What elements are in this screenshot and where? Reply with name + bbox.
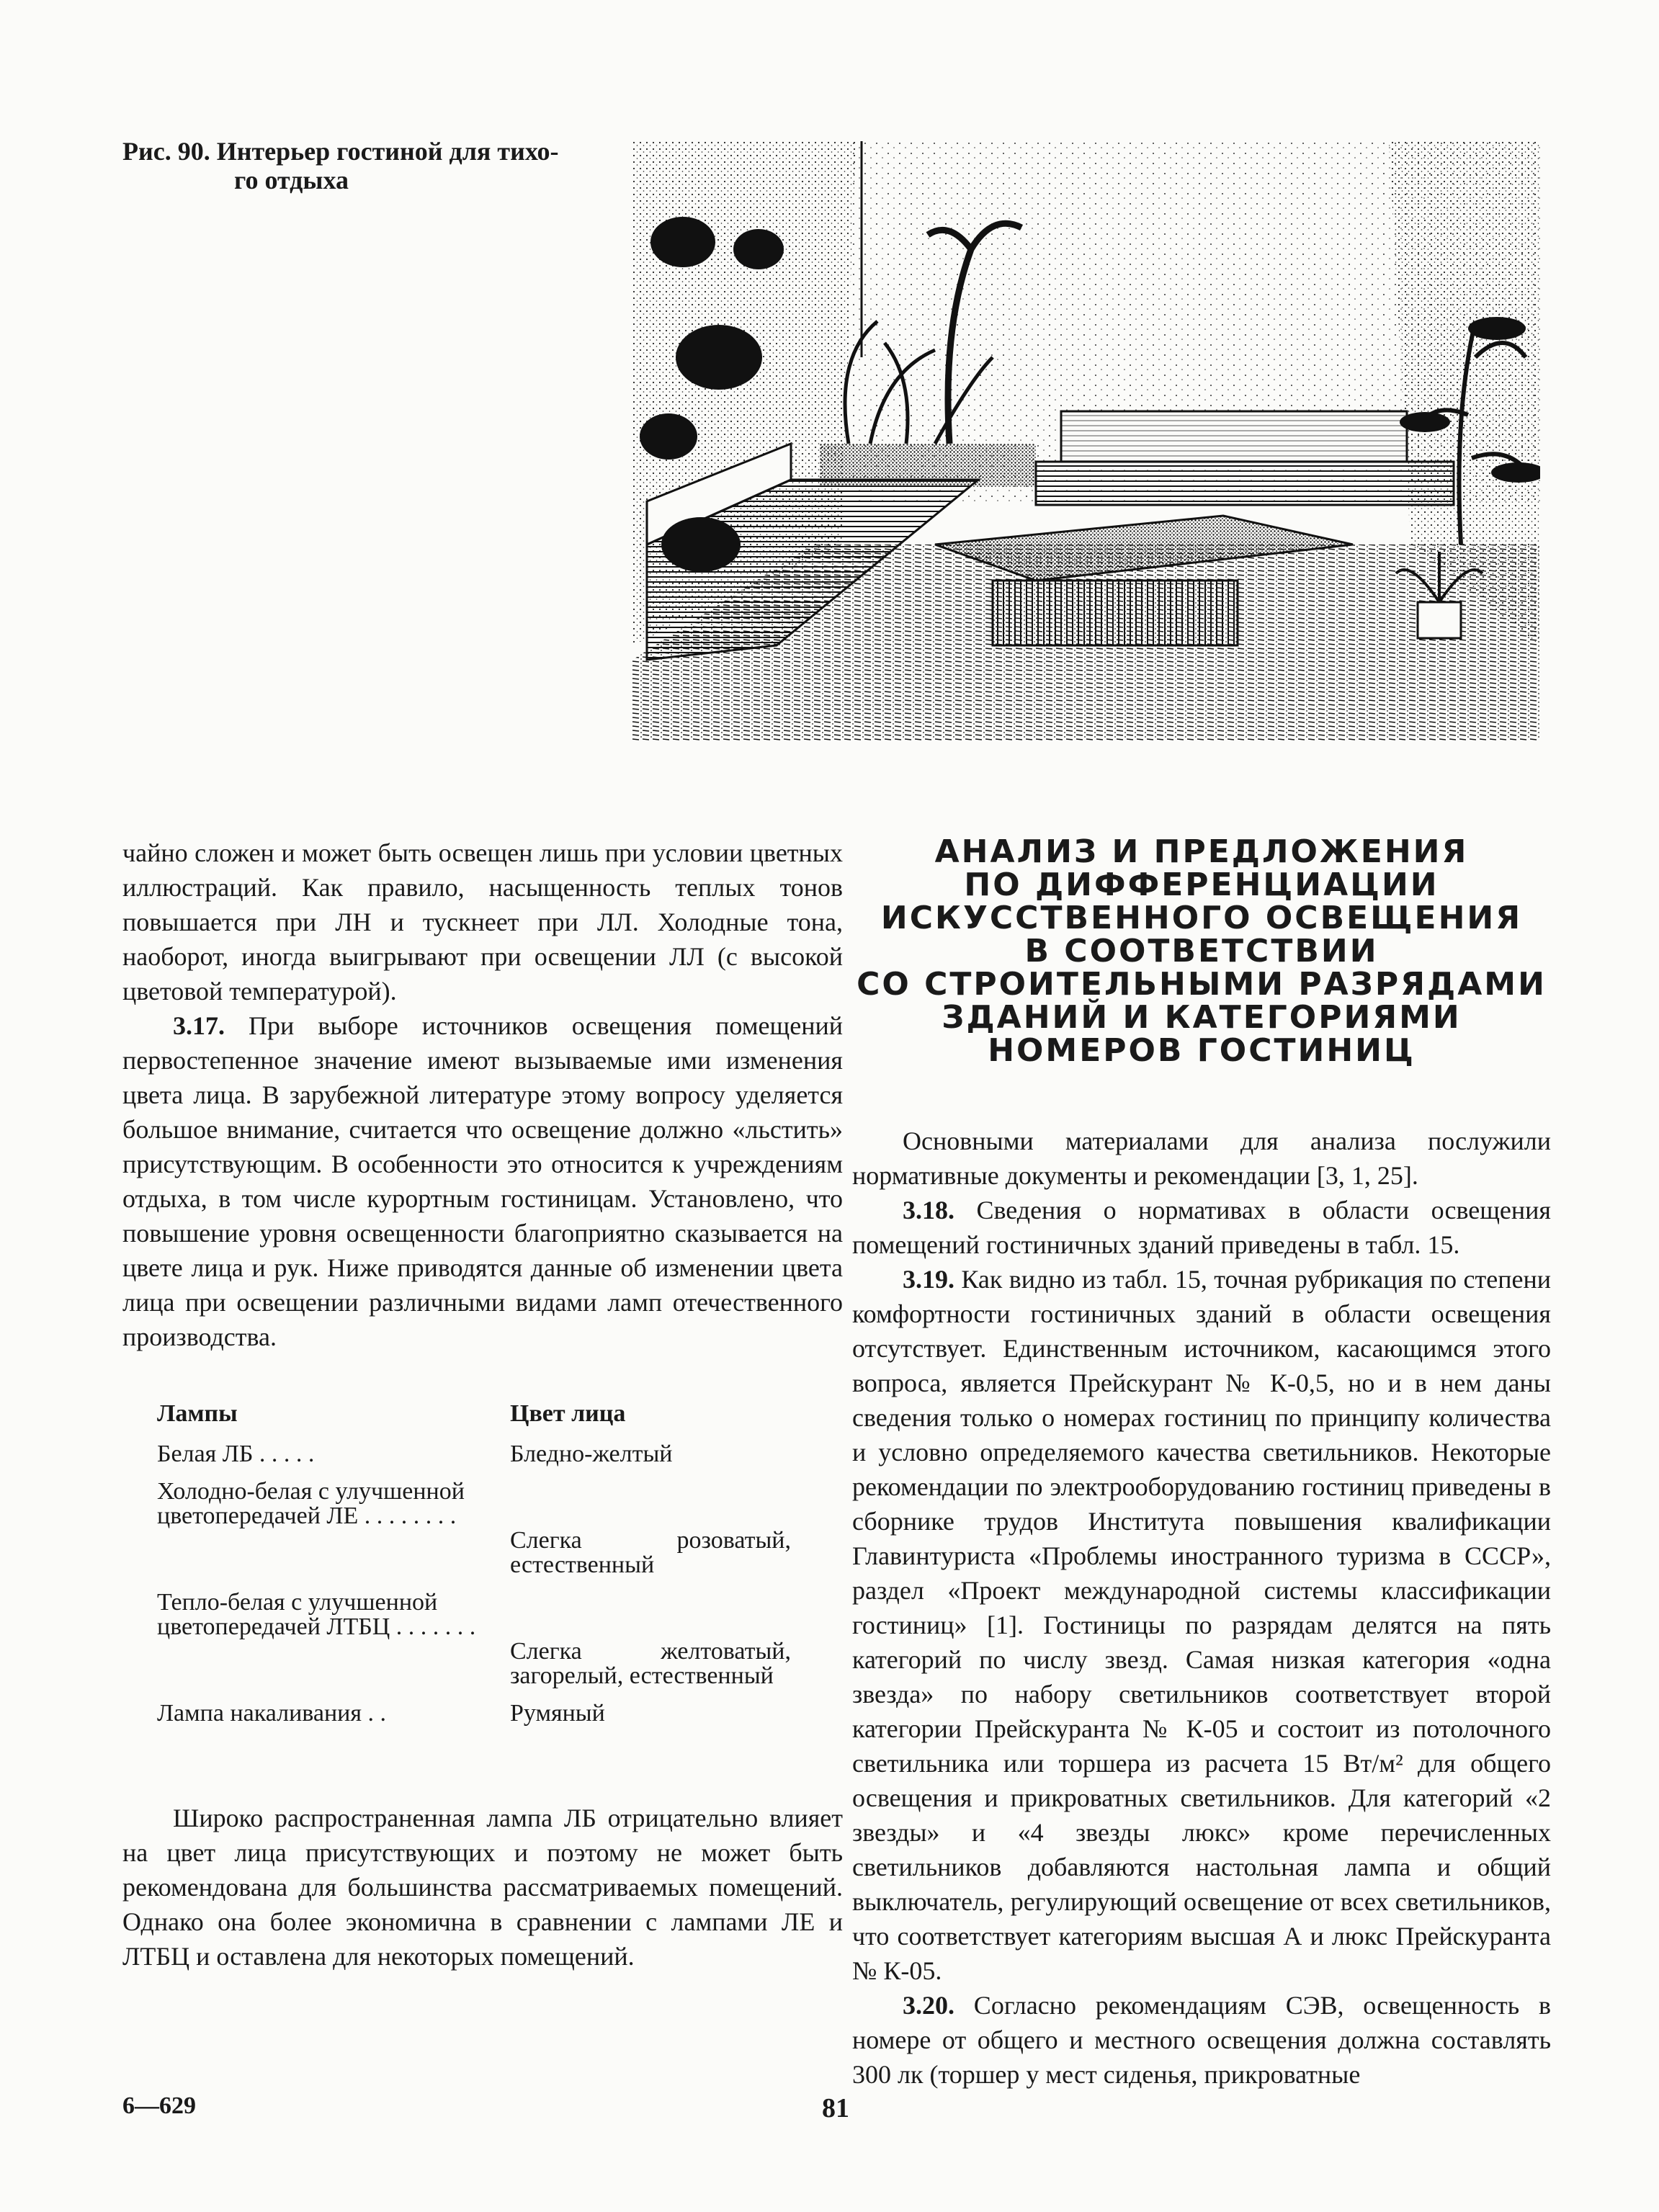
caption-line-2: го отдыха: [234, 166, 349, 194]
paragraph-intro: Основными материалами для анализа послужили нормативные документы и рекомендации [3, 1, 25].: [852, 1127, 1551, 1190]
lamp-color-table: [157, 1402, 791, 1739]
page-number: 81: [822, 2093, 849, 2123]
right-column: [852, 1124, 1551, 2092]
paragraph-3-19: [852, 1262, 1551, 1988]
heading-line: СО СТРОИТЕЛЬНЫМИ РАЗРЯДАМИ: [857, 966, 1547, 1003]
figure-caption: [122, 137, 612, 194]
lamp-name: Холодно-белая с улучшенной цветопередачей ЛЕ . . . . . . . .: [157, 1478, 465, 1529]
face-color: Румяный: [510, 1700, 605, 1727]
paragraph-3-20: [852, 1988, 1551, 2092]
heading-line: ИСКУССТВЕННОГО ОСВЕЩЕНИЯ: [880, 900, 1523, 936]
heading-line: ПО ДИФФЕРЕНЦИАЦИИ: [964, 867, 1439, 903]
header-lamps: Лампы: [157, 1400, 238, 1427]
face-color: Слегка розоватый, естественный: [510, 1527, 791, 1578]
table-header: [157, 1402, 791, 1426]
caption-line-1: Рис. 90. Интерьер гостиной для тихо-: [122, 137, 559, 166]
paragraph-3-17: [122, 1008, 843, 1354]
face-color: Бледно-желтый: [510, 1441, 673, 1467]
paragraph-number: 3.17.: [173, 1011, 225, 1040]
header-face-color: Цвет лица: [510, 1400, 626, 1427]
paragraph-lb-lamp: Широко распространенная лампа ЛБ отрицательно влияет на цвет лица присутствующих и поэтому не может быть рекомендована для большинства рассматриваемых помещений. Однако она более экономична в сравнении с лампами ЛЕ и ЛТБЦ и оставлена для некоторых помещений.: [122, 1804, 843, 1971]
heading-line: В СООТВЕТСТВИИ: [1024, 933, 1379, 970]
lamp-name: Тепло-белая с улучшенной цветопередачей ЛТБЦ . . . . . . .: [157, 1589, 476, 1640]
interior-illustration: [632, 141, 1540, 740]
print-signature: 6—629: [122, 2092, 196, 2119]
lamp-name: Лампа накаливания . .: [157, 1700, 387, 1727]
table-row: [157, 1590, 791, 1688]
heading-line: ЗДАНИЙ И КАТЕГОРИЯМИ: [942, 999, 1462, 1036]
table-row: [157, 1479, 791, 1577]
paragraph-continuation: чайно сложен и может быть освещен лишь при условии цветных иллюстраций. Как правило, насыщенность теплых тонов повышается при ЛН и тускнеет при ЛЛ. Холодные тона, наоборот, иногда выигрывают при освещении ЛЛ (с высокой цветовой температурой).: [122, 838, 843, 1006]
left-column: [122, 836, 843, 1354]
heading-line: АНАЛИЗ И ПРЕДЛОЖЕНИЯ: [934, 833, 1469, 870]
after-table-text: [122, 1801, 843, 1974]
paragraph-text: Сведения о нормативах в области освещения помещений гостиничных зданий приведены в табл. 15.: [852, 1196, 1551, 1259]
paragraph-number: 3.20.: [903, 1991, 954, 2020]
lamp-name: Белая ЛБ . . . . .: [157, 1441, 315, 1467]
paragraph-3-18: [852, 1193, 1551, 1262]
face-color: Слегка желтоватый, загорелый, естественный: [510, 1638, 791, 1689]
table-row: [157, 1442, 791, 1467]
paragraph-number: 3.19.: [903, 1265, 954, 1294]
table-row: [157, 1701, 791, 1726]
paragraph-text: Согласно рекомендациям СЭВ, освещенность в номере от общего и местного освещения должна составлять 300 лк (торшер у мест сиденья, прикроватные: [852, 1991, 1551, 2089]
paragraph-number: 3.18.: [903, 1196, 954, 1224]
section-heading: [852, 833, 1551, 1069]
paragraph-text: При выборе источников освещения помещений первостепенное значение имеют вызываемые ими изменения цвета лица. В зарубежной литературе этому вопросу уделяется большое внимание, считается что освещение должно «льстить» присутствующим. В особенности это относится к учреждениям отдыха, в том числе курортным гостиницам. Установлено, что повышение уровня освещенности благоприятно сказывается на цвете лица и рук. Ниже приводятся данные об изменении цвета лица при освещении различными видами ламп отечественного производства.: [122, 1011, 843, 1351]
paragraph-text: Как видно из табл. 15, точная рубрикация по степени комфортности гостиничных зданий в области освещения отсутствует. Единственным источником, касающимся этого вопроса, является Прейскурант № К-0,5, но и в нем даны сведения только о номерах гостиниц по принципу количества и условно определяемого качества светильников. Некоторые рекомендации по электрооборудованию гостиниц приведены в сборнике трудов Института повышения квалификации Главинтуриста «Проблемы иностранного туризма в СССР», раздел «Проект международной системы классификации гостиниц» [1]. Гостиницы по разрядам делятся на пять категорий по числу звезд. Самая низкая категория «одна звезда» по набору светильников соответствует второй категории Прейскуранта № К-05 и состоит из потолочного светильника или торшера из расчета 15 Вт/м² для общего освещения и прикроватных светильников. Для категорий «2 звезды» и «4 звезды люкс» кроме перечисленных светильников добавляются настольная лампа и общий выключатель, регулирующий освещение от всех светильников, что соответствует категориям высшая А и люкс Прейскуранта № К-05.: [852, 1265, 1551, 1985]
heading-line: НОМЕРОВ ГОСТИНИЦ: [988, 1032, 1416, 1069]
